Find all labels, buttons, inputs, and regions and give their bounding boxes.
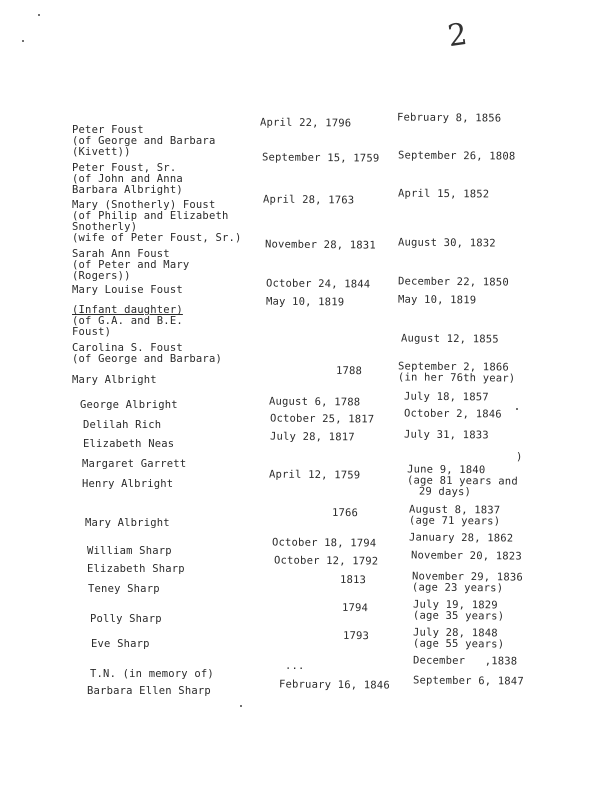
death-date [411, 550, 522, 562]
birth-date: ... [284, 659, 305, 673]
death-date [398, 295, 476, 307]
death-date-line: September 2, 1866 [398, 360, 509, 374]
death-date [397, 112, 501, 124]
record-name-line: Teney Sharp [88, 583, 160, 595]
record-name [90, 669, 214, 680]
death-date [409, 532, 513, 544]
birth-date: May 10, 1819 [265, 295, 345, 309]
death-date-line: January 28, 1862 [408, 531, 514, 545]
birth-date: October 18, 1794 [271, 536, 377, 550]
record-name-line: Peter Foust [72, 124, 144, 136]
record-name-line: Henry Albright [82, 478, 174, 490]
death-date-line: May 10, 1819 [397, 293, 477, 307]
record-name-line: Margaret Garrett [82, 458, 187, 470]
record-name [87, 546, 172, 557]
record-name-line: Polly Sharp [90, 613, 162, 625]
record-name [83, 439, 174, 450]
record-note-line: Foust) [72, 326, 112, 338]
death-note-line: (age 55 years) [412, 637, 505, 651]
record-name-line: Sarah Ann Foust [72, 248, 170, 260]
record-name [72, 200, 242, 244]
page-number: 2 [445, 16, 470, 55]
record-name [87, 686, 211, 697]
death-note-line: (in her 76th year) [397, 371, 516, 385]
record-note-line: (of George and Barbara [72, 135, 216, 147]
record-name-line: Eve Sharp [91, 638, 150, 650]
death-date [398, 361, 516, 384]
death-note-line: (age 71 years) [408, 514, 501, 528]
record-name-line: Elizabeth Sharp [87, 563, 185, 575]
record-name [83, 420, 161, 431]
birth-date: September 15, 1759 [261, 151, 380, 165]
death-date [413, 600, 505, 623]
record-note-line: Snotherly) [72, 221, 138, 233]
death-date [398, 150, 515, 162]
record-name-line: T.N. (in memory of) [90, 668, 214, 680]
birth-date: 1793 [342, 629, 370, 643]
ink-speck [38, 14, 40, 16]
death-date-line: August 8, 1837 [409, 503, 501, 517]
record-name [80, 400, 178, 411]
record-name-line: Elizabeth Neas [83, 438, 175, 450]
record-name-line: Mary (Snotherly) Foust [72, 199, 216, 211]
record-note-line: (of G.A. and B.E. [72, 315, 183, 327]
death-date-line: December 22, 1850 [397, 275, 509, 289]
death-date-line: July 31, 1833 [403, 428, 489, 442]
record-name-line: Carolina S. Foust [72, 342, 183, 354]
record-name-line: Delilah Rich [83, 419, 162, 431]
birth-date: August 6, 1788 [268, 395, 361, 409]
record-name [90, 614, 162, 625]
birth-date: 1794 [341, 601, 369, 615]
death-note-line: (age 35 years) [412, 609, 505, 623]
record-name-line: George Albright [80, 399, 178, 411]
death-date [412, 571, 523, 594]
death-date [404, 430, 489, 442]
record-name [72, 343, 222, 365]
death-date [407, 464, 518, 498]
death-date-line: October 2, 1846 [403, 407, 502, 421]
birth-date: October 24, 1844 [265, 277, 371, 291]
death-date-line: ) [515, 450, 523, 464]
death-date-line: December ,1838 [412, 654, 518, 668]
birth-date: 1813 [339, 573, 367, 587]
death-date [516, 452, 523, 463]
record-note-line: (of Philip and Elizabeth [72, 210, 229, 222]
death-note-line: (age 23 years) [411, 581, 504, 595]
death-date [398, 237, 496, 249]
record-note-line: (Kivett)) [72, 146, 131, 158]
birth-date: October 25, 1817 [269, 412, 375, 426]
death-date-line: April 15, 1852 [397, 187, 490, 201]
death-date-line: September 6, 1847 [412, 674, 524, 688]
death-date-line: August 30, 1832 [397, 236, 496, 250]
record-name [72, 305, 183, 338]
record-name-line: Mary Louise Foust [72, 284, 183, 296]
record-name [88, 584, 160, 595]
record-note-line: Barbara Albright) [72, 184, 183, 196]
ink-speck [516, 408, 518, 410]
death-date-line: February 8, 1856 [396, 111, 502, 125]
ink-speck [240, 705, 242, 707]
record-name-line: Mary Albright [72, 374, 157, 386]
record-name-line: (Infant daughter) [72, 304, 183, 316]
death-date [404, 392, 489, 404]
record-name-line: Barbara Ellen Sharp [87, 685, 211, 697]
death-date [401, 333, 499, 345]
record-name-line: Peter Foust, Sr. [72, 162, 177, 174]
record-name [72, 249, 189, 282]
death-date [409, 505, 501, 528]
death-note-line: 29 days) [418, 485, 472, 499]
death-date-line: November 20, 1823 [410, 549, 522, 563]
record-note-line: (Rogers)) [72, 270, 131, 282]
ink-speck [22, 40, 24, 42]
death-date-line: July 28, 1848 [413, 626, 498, 640]
birth-date: 1788 [335, 364, 363, 378]
record-note-line: (of George and Barbara) [72, 353, 222, 365]
death-date-line: June 9, 1840 [407, 463, 486, 477]
death-date [404, 408, 502, 420]
death-date-line: November 29, 1836 [412, 570, 523, 584]
death-date [413, 628, 505, 651]
birth-date: October 12, 1792 [273, 554, 379, 568]
death-date [398, 189, 489, 201]
record-name [82, 479, 173, 490]
death-note-line: (age 81 years and [406, 474, 518, 488]
record-name [72, 163, 183, 196]
death-date [413, 675, 524, 687]
birth-date: July 28, 1817 [269, 430, 355, 444]
record-note-line: (wife of Peter Foust, Sr.) [72, 232, 242, 244]
birth-date: April 22, 1796 [259, 116, 352, 130]
record-name [72, 125, 215, 158]
death-date-line: September 26, 1808 [397, 149, 516, 163]
record-name [91, 639, 150, 650]
record-name-line: William Sharp [87, 545, 172, 557]
birth-date: April 12, 1759 [268, 468, 361, 482]
death-date [413, 655, 517, 667]
birth-date: February 16, 1846 [278, 678, 390, 692]
record-name [82, 459, 186, 470]
death-date [398, 276, 509, 288]
death-date-line: August 12, 1855 [400, 332, 499, 346]
record-note-line: (of Peter and Mary [72, 259, 190, 271]
record-name [87, 564, 185, 575]
death-date-line: July 19, 1829 [413, 598, 498, 612]
record-name [85, 518, 170, 529]
birth-date: 1766 [331, 506, 359, 520]
record-note-line: (of John and Anna [72, 173, 183, 185]
record-name [72, 285, 183, 296]
birth-date: November 28, 1831 [264, 238, 376, 252]
death-date-line: July 18, 1857 [403, 390, 489, 404]
record-name-line: Mary Albright [85, 517, 170, 529]
record-name [72, 375, 157, 386]
birth-date: April 28, 1763 [262, 193, 355, 207]
